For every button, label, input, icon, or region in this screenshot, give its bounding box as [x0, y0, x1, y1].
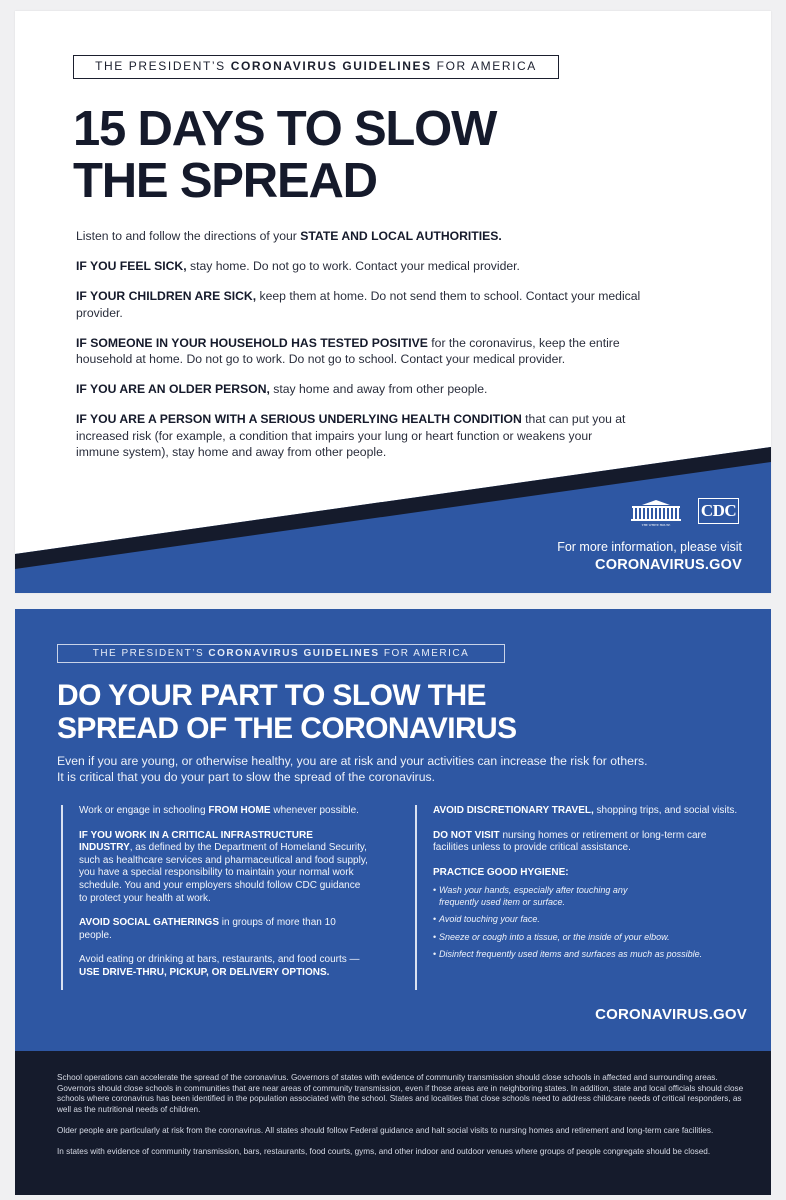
guideline-health-condition: IF YOU ARE A PERSON WITH A SERIOUS UNDERLYING HEALTH CONDITION that can put you at increased risk (for example, a condition that impairs your lung or heart function or weakens your immune system), stay home and away from other people.	[76, 412, 626, 459]
do-not-visit: DO NOT VISIT nursing homes or retirement or long-term care facilities unless to provide critical assistance.	[433, 829, 707, 854]
guidelines-list	[76, 228, 676, 474]
guidelines-page-1	[15, 11, 771, 593]
guideline-children-sick: IF YOUR CHILDREN ARE SICK, keep them at home. Do not send them to school. Contact your medical provider.	[76, 289, 641, 320]
presidents-guidelines-banner: THE PRESIDENT’S CORONAVIRUS GUIDELINES FOR AMERICA	[73, 55, 559, 79]
coronavirus-gov-link-2[interactable]: CORONAVIRUS.GOV	[595, 1006, 747, 1023]
more-info-text: For more information, please visit	[557, 540, 742, 554]
guideline-older-person: IF YOU ARE AN OLDER PERSON, stay home and away from other people.	[76, 382, 488, 396]
avoid-eating-out: Avoid eating or drinking at bars, restaurants, and food courts — USE DRIVE-THRU, PICKUP, OR DELIVERY OPTIONS.	[79, 954, 360, 978]
footer-older-people: Older people are particularly at risk from the coronavirus. All states should follow Federal guidance and halt social visits to nursing homes and retirement and long-term care facilities.	[57, 1125, 714, 1135]
guideline-authorities: Listen to and follow the directions of your STATE AND LOCAL AUTHORITIES.	[76, 229, 502, 243]
avoid-gatherings: AVOID SOCIAL GATHERINGS in groups of more than 10 people.	[79, 917, 336, 941]
cdc-logo-icon: CDC	[698, 498, 739, 524]
page-title-2: DO YOUR PART TO SLOW THE SPREAD OF THE CORONAVIRUS	[57, 679, 517, 745]
footer-venues: In states with evidence of community transmission, bars, restaurants, food courts, gyms, and other indoor and outdoor venues where groups of people congregate should be closed.	[57, 1146, 711, 1156]
avoid-travel: AVOID DISCRETIONARY TRAVEL, shopping trips, and social visits.	[433, 805, 738, 816]
list-item: • Sneeze or cough into a tissue, or the inside of your elbow.	[433, 932, 763, 944]
critical-infrastructure: IF YOU WORK IN A CRITICAL INFRASTRUCTURE INDUSTRY, as defined by the Department of Homeland Security, such as healthcare services and pharmaceutical and food supply, you have a special responsibility to maintain your normal work schedule. You and your employers should follow CDC guidance to protect your health at work.	[79, 829, 368, 904]
guideline-household-positive: IF SOMEONE IN YOUR HOUSEHOLD HAS TESTED POSITIVE for the coronavirus, keep the entire household at home. Do not go to work. Do not go to school. Contact your medical provider.	[76, 335, 620, 366]
hygiene-heading: PRACTICE GOOD HYGIENE:	[433, 866, 569, 878]
intro-text: Even if you are young, or otherwise healthy, you are at risk and your activities can increase the risk for others. It is critical that you do your part to slow the spread of the coronavirus.	[57, 754, 648, 784]
page-title: 15 DAYS TO SLOW THE SPREAD	[73, 102, 497, 208]
logos	[626, 497, 746, 529]
list-item: • Wash your hands, especially after touching any frequently used item or surface.	[433, 885, 644, 908]
footer-notes	[15, 1051, 771, 1195]
white-house-logo-icon	[628, 497, 684, 527]
list-item: • Disinfect frequently used items and surfaces as much as possible.	[433, 949, 763, 961]
presidents-guidelines-banner-2: THE PRESIDENT’S CORONAVIRUS GUIDELINES FOR AMERICA	[57, 644, 505, 663]
right-column	[415, 805, 763, 990]
svg-text:THE WHITE HOUSE: THE WHITE HOUSE	[641, 523, 671, 527]
guidelines-page-2	[15, 609, 771, 1195]
work-from-home: Work or engage in schooling FROM HOME whenever possible.	[79, 805, 359, 816]
list-item: • Avoid touching your face.	[433, 914, 763, 926]
guideline-feel-sick: IF YOU FEEL SICK, stay home. Do not go to work. Contact your medical provider.	[76, 259, 520, 273]
hygiene-list	[433, 885, 763, 961]
left-column	[61, 805, 369, 990]
footer-schools: School operations can accelerate the spread of the coronavirus. Governors of states with evidence of community transmission should close schools in affected and surrounding areas. Governors should close schools in communities that are near areas of community transmission, even if those areas are in neighboring states. In addition, state and local officials should close schools where coronavirus has been identified in the population associated with the school. States and localities that close schools need to address childcare needs of critical responders, as well as the nutritional needs of children.	[57, 1073, 744, 1115]
coronavirus-gov-link[interactable]: CORONAVIRUS.GOV	[595, 557, 742, 573]
